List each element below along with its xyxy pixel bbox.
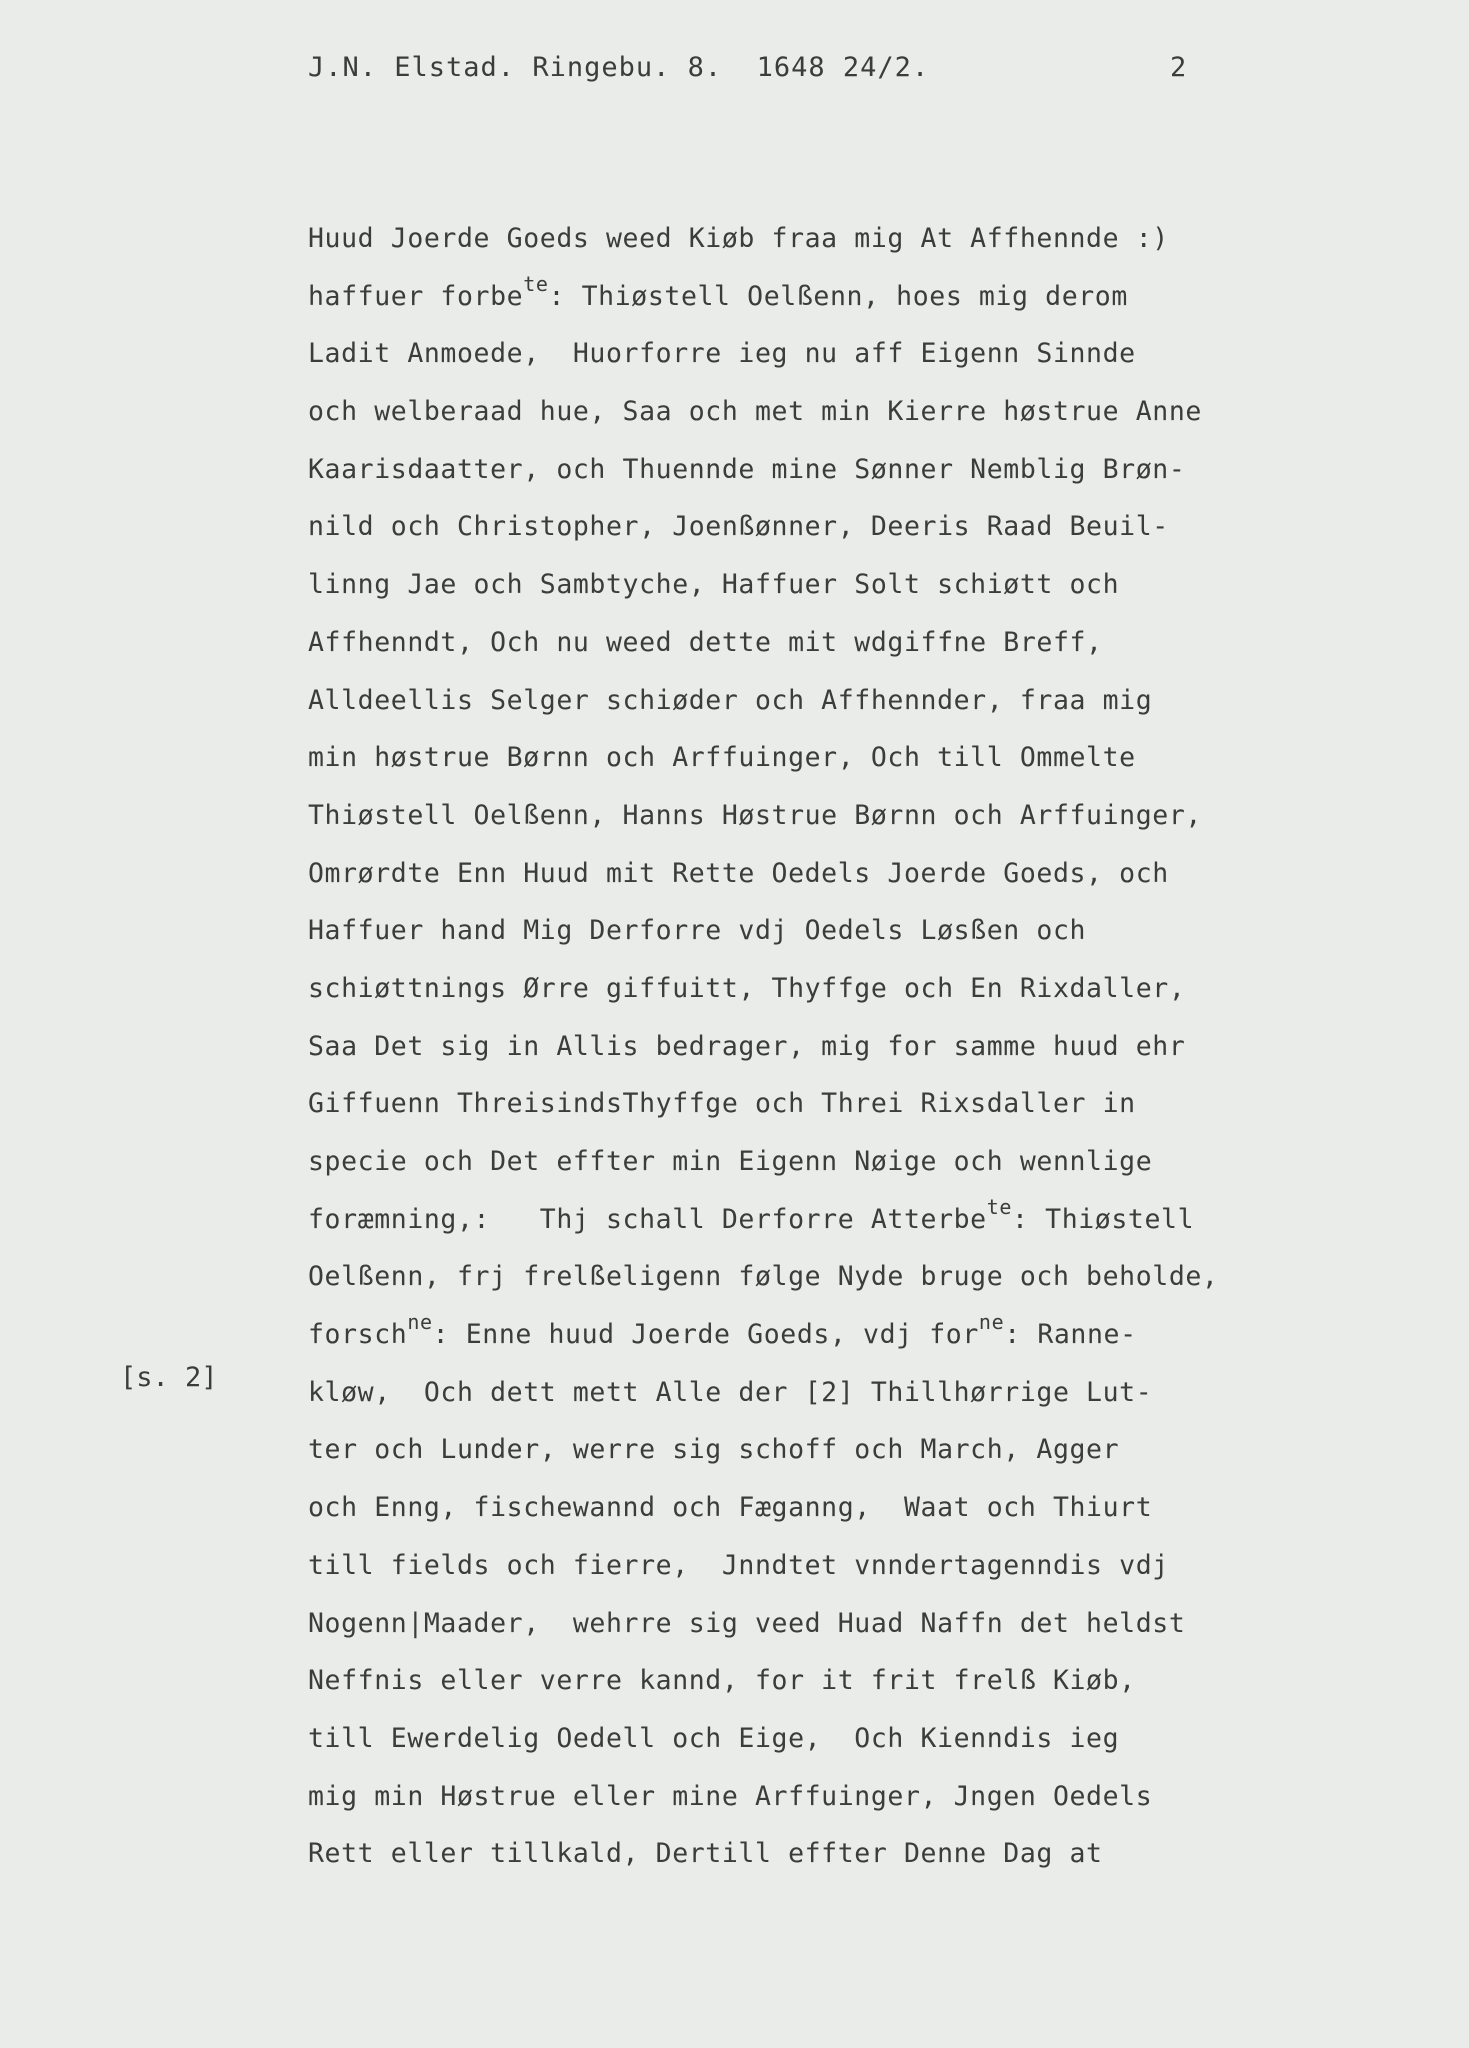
text-segment: nild och Christopher, Joenßønner, Deeris Raad Beuil- xyxy=(308,511,1169,543)
text-segment: haffuer forbe xyxy=(308,280,524,312)
text-line xyxy=(308,1652,1288,1710)
text-segment: : Thiøstell xyxy=(1012,1203,1195,1235)
text-line xyxy=(308,1825,1288,1883)
text-line xyxy=(308,845,1288,903)
superscript-abbreviation: te xyxy=(523,271,549,296)
margin-note: [s. 2] xyxy=(120,1362,218,1393)
text-line xyxy=(308,325,1288,383)
text-line xyxy=(308,787,1288,845)
text-line xyxy=(308,729,1288,787)
text-segment: Kaarisdaatter, och Thuennde mine Sønner Nemblig Brøn- xyxy=(308,453,1186,485)
text-segment: mig min Høstrue eller mine Arffuinger, Jngen Oedels xyxy=(308,1780,1153,1812)
superscript-abbreviation: ne xyxy=(407,1310,433,1335)
text-line xyxy=(308,960,1288,1018)
text-segment: min høstrue Børnn och Arffuinger, Och till Ommelte xyxy=(308,742,1136,774)
text-line xyxy=(308,902,1288,960)
text-line xyxy=(308,1018,1288,1076)
text-segment: Neffnis eller verre kannd, for it frit frelß Kiøb, xyxy=(308,1665,1136,1697)
text-line xyxy=(308,1133,1288,1191)
text-segment: till fields och fierre, Jnndtet vnndertagenndis vdj xyxy=(308,1549,1169,1581)
text-segment: foræmning,: Thj schall Derforre Atterbe xyxy=(308,1203,987,1235)
text-segment: Nogenn|Maader, wehrre sig veed Huad Naffn det heldst xyxy=(308,1607,1186,1639)
text-segment: Ladit Anmoede, Huorforre ieg nu aff Eigenn Sinnde xyxy=(308,338,1136,370)
text-segment: Affhenndt, Och nu weed dette mit wdgiffne Breff, xyxy=(308,626,1103,658)
text-line xyxy=(308,1306,1288,1364)
text-segment: till Ewerdelig Oedell och Eige, Och Kienndis ieg xyxy=(308,1722,1120,1754)
text-line xyxy=(308,1248,1288,1306)
text-line xyxy=(308,210,1288,268)
superscript-abbreviation: te xyxy=(986,1194,1013,1219)
text-segment: Saa Det sig in Allis bedrager, mig for samme huud ehr xyxy=(308,1030,1186,1062)
text-line xyxy=(308,1595,1288,1653)
text-segment: forsch xyxy=(308,1319,408,1351)
text-segment: : Thiøstell Oelßenn, hoes mig derom xyxy=(548,280,1128,312)
text-segment: Oelßenn, frj frelßeligenn følge Nyde bruge och beholde, xyxy=(308,1261,1219,1293)
text-line xyxy=(308,1537,1288,1595)
text-line xyxy=(308,498,1288,556)
text-line xyxy=(308,441,1288,499)
text-line xyxy=(308,1075,1288,1133)
text-line xyxy=(308,1191,1288,1249)
text-segment: Huud Joerde Goeds weed Kiøb fraa mig At Affhennde :) xyxy=(308,223,1169,254)
text-line xyxy=(308,614,1288,672)
text-segment: schiøttnings Ørre giffuitt, Thyffge och En Rixdaller, xyxy=(308,972,1186,1004)
text-segment: Rett eller tillkald, Dertill effter Denne Dag at xyxy=(308,1838,1103,1870)
text-line xyxy=(308,1768,1288,1826)
superscript-abbreviation: ne xyxy=(978,1310,1005,1335)
text-segment: kløw, Och dett mett Alle der [2] Thillhørrige Lut- xyxy=(308,1376,1153,1408)
text-line xyxy=(308,1421,1288,1479)
text-line xyxy=(308,1364,1288,1422)
text-segment: Thiøstell Oelßenn, Hanns Høstrue Børnn och Arffuinger, xyxy=(308,799,1202,831)
text-segment: : Ranne- xyxy=(1004,1319,1137,1351)
text-line xyxy=(308,1479,1288,1537)
text-segment: och Enng, fischewannd och Fæganng, Waat och Thiurt xyxy=(308,1492,1153,1524)
text-segment: Haffuer hand Mig Derforre vdj Oedels Løsßen och xyxy=(308,915,1087,947)
text-segment: ter och Lunder, werre sig schoff och March, Agger xyxy=(308,1434,1120,1466)
text-line xyxy=(308,1710,1288,1768)
body-text xyxy=(308,210,1288,1883)
text-segment: : Enne huud Joerde Goeds, vdj for xyxy=(432,1319,979,1351)
text-segment: och welberaad hue, Saa och met min Kierre høstrue Anne xyxy=(308,396,1202,428)
text-line xyxy=(308,672,1288,730)
text-segment: Giffuenn ThreisindsThyffge och Threi Rixsdaller in xyxy=(308,1088,1136,1120)
text-line xyxy=(308,268,1288,326)
text-segment: specie och Det effter min Eigenn Nøige och wennlige xyxy=(308,1146,1153,1177)
text-line xyxy=(308,383,1288,441)
page-number: 2 xyxy=(1170,52,1187,83)
text-segment: Omrørdte Enn Huud mit Rette Oedels Joerde Goeds, och xyxy=(308,857,1169,889)
text-segment: linng Jae och Sambtyche, Haffuer Solt schiøtt och xyxy=(308,569,1120,601)
text-line xyxy=(308,556,1288,614)
text-segment: Alldeellis Selger schiøder och Affhennder, fraa mig xyxy=(308,684,1153,716)
page-header: J.N. Elstad. Ringebu. 8. 1648 24/2. xyxy=(308,52,930,83)
